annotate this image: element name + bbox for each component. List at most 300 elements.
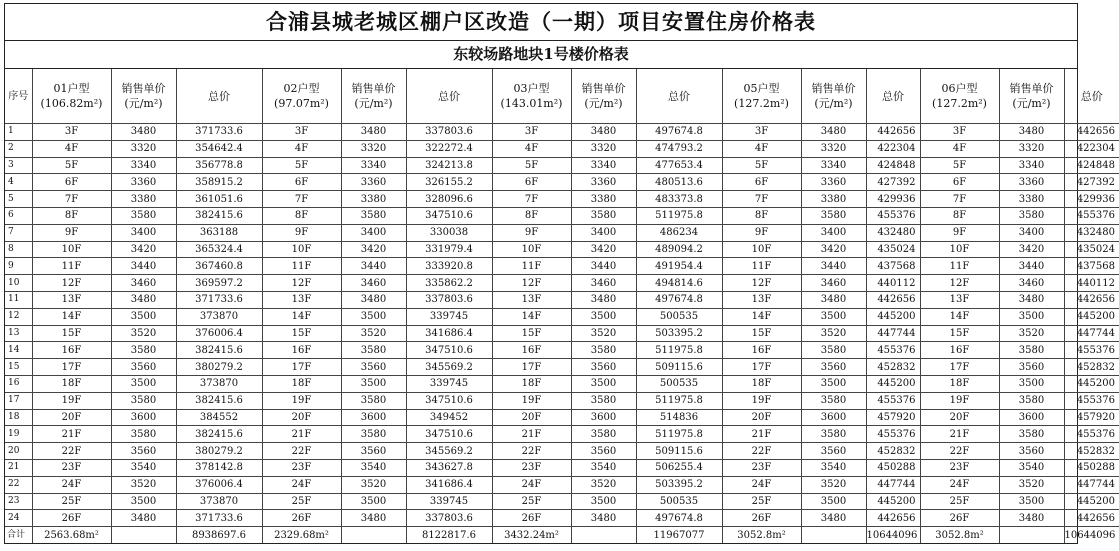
floor-cell: 4F <box>492 140 571 157</box>
total-price-cell: 345569.2 <box>406 443 492 460</box>
total-price-cell: 422304 <box>866 140 920 157</box>
floor-cell: 16F <box>722 342 801 359</box>
header-unit-price <box>111 69 176 124</box>
floor-cell: 12F <box>492 275 571 292</box>
total-price-cell: 514836 <box>636 409 722 426</box>
total-price-cell: 328096.6 <box>406 191 492 208</box>
unit-price-cell: 3600 <box>999 409 1064 426</box>
unit-price-cell: 3460 <box>999 275 1064 292</box>
total-price-cell: 455376 <box>1064 342 1119 359</box>
total-price-cell: 376006.4 <box>176 325 262 342</box>
floor-cell: 6F <box>920 174 999 191</box>
unit-price-cell: 3580 <box>341 207 406 224</box>
total-price-cell: 445200 <box>1064 375 1119 392</box>
floor-cell: 14F <box>920 308 999 325</box>
total-price-cell: 509115.6 <box>636 359 722 376</box>
unit-price-label: 销售单价 <box>121 82 166 95</box>
row-index: 18 <box>5 409 32 426</box>
row-index: 5 <box>5 191 32 208</box>
unit-price-cell: 3480 <box>341 291 406 308</box>
unit-type-name: 03户型 <box>513 82 550 95</box>
table-row <box>5 493 1119 510</box>
floor-cell: 24F <box>722 476 801 493</box>
row-index: 1 <box>5 124 32 141</box>
unit-price-cell: 3460 <box>571 275 636 292</box>
total-price-cell: 503395.2 <box>636 476 722 493</box>
unit-price-cell: 3520 <box>341 325 406 342</box>
total-price-cell: 511975.8 <box>636 426 722 443</box>
floor-cell: 6F <box>492 174 571 191</box>
unit-price-cell: 3560 <box>111 443 176 460</box>
summary-total: 10644096 <box>1064 527 1119 543</box>
total-price-cell: 337803.6 <box>406 510 492 527</box>
unit-price-cell: 3420 <box>999 241 1064 258</box>
unit-price-cell: 3560 <box>571 359 636 376</box>
header-unit-type <box>920 69 999 124</box>
row-index: 23 <box>5 493 32 510</box>
unit-price-cell: 3440 <box>111 258 176 275</box>
table-row <box>5 375 1119 392</box>
total-price-cell: 367460.8 <box>176 258 262 275</box>
header-total-price: 总价 <box>866 69 920 124</box>
floor-cell: 11F <box>492 258 571 275</box>
unit-price-cell: 3420 <box>571 241 636 258</box>
unit-price-unit: (元/m²) <box>584 97 623 110</box>
floor-cell: 10F <box>920 241 999 258</box>
floor-cell: 10F <box>492 241 571 258</box>
total-price-cell: 500535 <box>636 493 722 510</box>
summary-row <box>5 527 1119 543</box>
unit-price-unit: (元/m²) <box>124 97 163 110</box>
total-price-cell: 333920.8 <box>406 258 492 275</box>
total-price-cell: 343627.8 <box>406 459 492 476</box>
total-price-cell: 447744 <box>1064 476 1119 493</box>
unit-price-cell: 3500 <box>341 308 406 325</box>
total-price-cell: 376006.4 <box>176 476 262 493</box>
total-price-cell: 365324.4 <box>176 241 262 258</box>
total-price-cell: 361051.6 <box>176 191 262 208</box>
table-row <box>5 191 1119 208</box>
floor-cell: 4F <box>262 140 341 157</box>
unit-price-cell: 3340 <box>111 157 176 174</box>
floor-cell: 10F <box>262 241 341 258</box>
summary-total: 8938697.6 <box>176 527 262 543</box>
row-index: 24 <box>5 510 32 527</box>
floor-cell: 17F <box>722 359 801 376</box>
floor-cell: 11F <box>722 258 801 275</box>
floor-cell: 13F <box>920 291 999 308</box>
total-price-cell: 442656 <box>866 510 920 527</box>
floor-cell: 3F <box>492 124 571 141</box>
unit-price-cell: 3340 <box>801 157 866 174</box>
total-price-cell: 384552 <box>176 409 262 426</box>
unit-price-cell: 3460 <box>341 275 406 292</box>
floor-cell: 15F <box>920 325 999 342</box>
total-price-cell: 445200 <box>866 308 920 325</box>
floor-cell: 18F <box>492 375 571 392</box>
unit-price-cell: 3380 <box>571 191 636 208</box>
total-price-cell: 455376 <box>1064 426 1119 443</box>
table-row <box>5 241 1119 258</box>
unit-price-cell: 3480 <box>999 510 1064 527</box>
row-index: 13 <box>5 325 32 342</box>
unit-price-cell: 3320 <box>111 140 176 157</box>
floor-cell: 13F <box>492 291 571 308</box>
unit-price-cell: 3460 <box>111 275 176 292</box>
floor-cell: 4F <box>722 140 801 157</box>
total-price-cell: 354642.4 <box>176 140 262 157</box>
floor-cell: 21F <box>920 426 999 443</box>
total-price-cell: 432480 <box>866 224 920 241</box>
header-total-price: 总价 <box>636 69 722 124</box>
total-price-cell: 491954.4 <box>636 258 722 275</box>
total-price-cell: 455376 <box>1064 392 1119 409</box>
floor-cell: 15F <box>492 325 571 342</box>
unit-price-cell: 3420 <box>801 241 866 258</box>
floor-cell: 9F <box>492 224 571 241</box>
unit-price-cell: 3500 <box>111 493 176 510</box>
unit-price-cell: 3480 <box>341 124 406 141</box>
summary-area: 3432.24m² <box>492 527 571 543</box>
floor-cell: 20F <box>262 409 341 426</box>
row-index: 9 <box>5 258 32 275</box>
floor-cell: 18F <box>920 375 999 392</box>
total-price-cell: 455376 <box>866 207 920 224</box>
floor-cell: 20F <box>920 409 999 426</box>
unit-price-cell: 3500 <box>571 375 636 392</box>
unit-price-cell: 3320 <box>801 140 866 157</box>
unit-price-cell: 3580 <box>341 426 406 443</box>
unit-price-cell: 3500 <box>801 308 866 325</box>
price-table <box>5 69 1119 543</box>
unit-price-cell: 3580 <box>341 342 406 359</box>
floor-cell: 19F <box>492 392 571 409</box>
total-price-cell: 500535 <box>636 308 722 325</box>
unit-price-cell: 3540 <box>801 459 866 476</box>
unit-price-cell: 3580 <box>571 392 636 409</box>
unit-price-cell: 3480 <box>571 291 636 308</box>
floor-cell: 17F <box>32 359 111 376</box>
unit-price-cell: 3480 <box>999 291 1064 308</box>
floor-cell: 6F <box>32 174 111 191</box>
floor-cell: 14F <box>492 308 571 325</box>
total-price-cell: 429936 <box>866 191 920 208</box>
unit-price-label: 销售单价 <box>581 82 626 95</box>
total-price-cell: 427392 <box>866 174 920 191</box>
row-index: 16 <box>5 375 32 392</box>
unit-price-cell: 3520 <box>571 476 636 493</box>
table-row <box>5 174 1119 191</box>
floor-cell: 23F <box>722 459 801 476</box>
floor-cell: 3F <box>920 124 999 141</box>
total-price-cell: 455376 <box>866 342 920 359</box>
unit-price-cell: 3520 <box>801 476 866 493</box>
total-price-cell: 378142.8 <box>176 459 262 476</box>
floor-cell: 16F <box>32 342 111 359</box>
floor-cell: 8F <box>492 207 571 224</box>
row-index: 8 <box>5 241 32 258</box>
unit-price-unit: (元/m²) <box>814 97 853 110</box>
unit-price-cell: 3480 <box>571 510 636 527</box>
summary-area: 3052.8m² <box>722 527 801 543</box>
total-price-cell: 371733.6 <box>176 291 262 308</box>
header-unit-type <box>32 69 111 124</box>
unit-price-cell: 3520 <box>801 325 866 342</box>
total-price-cell: 497674.8 <box>636 124 722 141</box>
floor-cell: 15F <box>32 325 111 342</box>
total-price-cell: 322272.4 <box>406 140 492 157</box>
total-price-cell: 511975.8 <box>636 392 722 409</box>
floor-cell: 24F <box>262 476 341 493</box>
table-row <box>5 392 1119 409</box>
floor-cell: 22F <box>722 443 801 460</box>
floor-cell: 9F <box>262 224 341 241</box>
unit-price-cell: 3580 <box>999 426 1064 443</box>
floor-cell: 24F <box>920 476 999 493</box>
total-price-cell: 330038 <box>406 224 492 241</box>
total-price-cell: 373870 <box>176 493 262 510</box>
header-index: 序号 <box>5 69 32 124</box>
total-price-cell: 345569.2 <box>406 359 492 376</box>
unit-price-cell: 3560 <box>341 443 406 460</box>
summary-empty <box>571 527 636 543</box>
unit-price-cell: 3400 <box>111 224 176 241</box>
table-row <box>5 308 1119 325</box>
floor-cell: 8F <box>920 207 999 224</box>
table-row <box>5 443 1119 460</box>
table-row <box>5 459 1119 476</box>
unit-price-unit: (元/m²) <box>354 97 393 110</box>
unit-price-cell: 3560 <box>801 359 866 376</box>
row-index: 3 <box>5 157 32 174</box>
total-price-cell: 450288 <box>1064 459 1119 476</box>
unit-price-cell: 3500 <box>999 308 1064 325</box>
floor-cell: 11F <box>32 258 111 275</box>
unit-price-cell: 3580 <box>571 426 636 443</box>
unit-price-cell: 3520 <box>341 476 406 493</box>
floor-cell: 26F <box>492 510 571 527</box>
unit-price-cell: 3600 <box>111 409 176 426</box>
total-price-cell: 477653.4 <box>636 157 722 174</box>
unit-price-cell: 3500 <box>111 308 176 325</box>
floor-cell: 15F <box>722 325 801 342</box>
header-unit-price <box>571 69 636 124</box>
total-price-cell: 452832 <box>866 359 920 376</box>
floor-cell: 20F <box>32 409 111 426</box>
total-price-cell: 432480 <box>1064 224 1119 241</box>
total-price-cell: 347510.6 <box>406 342 492 359</box>
row-index: 21 <box>5 459 32 476</box>
floor-cell: 23F <box>262 459 341 476</box>
total-price-cell: 437568 <box>866 258 920 275</box>
floor-cell: 12F <box>32 275 111 292</box>
header-unit-price <box>341 69 406 124</box>
unit-price-cell: 3320 <box>571 140 636 157</box>
floor-cell: 7F <box>920 191 999 208</box>
unit-price-cell: 3500 <box>801 375 866 392</box>
total-price-cell: 489094.2 <box>636 241 722 258</box>
floor-cell: 26F <box>32 510 111 527</box>
header-unit-type <box>492 69 571 124</box>
unit-price-cell: 3480 <box>801 291 866 308</box>
total-price-cell: 371733.6 <box>176 510 262 527</box>
total-price-cell: 500535 <box>636 375 722 392</box>
floor-cell: 8F <box>32 207 111 224</box>
table-row <box>5 207 1119 224</box>
total-price-cell: 429936 <box>1064 191 1119 208</box>
summary-label: 合计 <box>5 527 32 543</box>
unit-price-cell: 3380 <box>341 191 406 208</box>
unit-price-cell: 3580 <box>571 342 636 359</box>
unit-type-name: 02户型 <box>283 82 320 95</box>
unit-price-cell: 3360 <box>341 174 406 191</box>
total-price-cell: 371733.6 <box>176 124 262 141</box>
unit-price-cell: 3500 <box>111 375 176 392</box>
unit-price-cell: 3540 <box>571 459 636 476</box>
unit-price-cell: 3480 <box>801 124 866 141</box>
unit-price-cell: 3500 <box>341 375 406 392</box>
floor-cell: 5F <box>32 157 111 174</box>
row-index: 10 <box>5 275 32 292</box>
unit-price-unit: (元/m²) <box>1012 97 1051 110</box>
floor-cell: 11F <box>262 258 341 275</box>
unit-price-cell: 3580 <box>999 207 1064 224</box>
unit-price-cell: 3340 <box>571 157 636 174</box>
unit-price-cell: 3360 <box>571 174 636 191</box>
floor-cell: 5F <box>722 157 801 174</box>
total-price-cell: 511975.8 <box>636 342 722 359</box>
total-price-cell: 445200 <box>1064 308 1119 325</box>
total-price-cell: 358915.2 <box>176 174 262 191</box>
total-price-cell: 382415.6 <box>176 392 262 409</box>
unit-price-cell: 3600 <box>801 409 866 426</box>
summary-empty <box>111 527 176 543</box>
total-price-cell: 455376 <box>866 392 920 409</box>
floor-cell: 19F <box>262 392 341 409</box>
floor-cell: 5F <box>492 157 571 174</box>
floor-cell: 8F <box>262 207 341 224</box>
summary-area: 2329.68m² <box>262 527 341 543</box>
total-price-cell: 503395.2 <box>636 325 722 342</box>
total-price-cell: 347510.6 <box>406 207 492 224</box>
table-row <box>5 224 1119 241</box>
total-price-cell: 380279.2 <box>176 359 262 376</box>
unit-price-cell: 3460 <box>801 275 866 292</box>
unit-price-cell: 3580 <box>341 392 406 409</box>
unit-price-cell: 3500 <box>999 493 1064 510</box>
table-row <box>5 342 1119 359</box>
total-price-cell: 339745 <box>406 493 492 510</box>
floor-cell: 23F <box>32 459 111 476</box>
floor-cell: 25F <box>262 493 341 510</box>
unit-price-cell: 3340 <box>999 157 1064 174</box>
unit-price-cell: 3540 <box>341 459 406 476</box>
unit-price-cell: 3420 <box>341 241 406 258</box>
unit-price-cell: 3580 <box>801 392 866 409</box>
total-price-cell: 450288 <box>866 459 920 476</box>
total-price-cell: 457920 <box>1064 409 1119 426</box>
floor-cell: 23F <box>920 459 999 476</box>
total-price-cell: 326155.2 <box>406 174 492 191</box>
unit-price-cell: 3600 <box>571 409 636 426</box>
total-price-cell: 341686.4 <box>406 325 492 342</box>
floor-cell: 12F <box>722 275 801 292</box>
document-title: 合浦县城老城区棚户区改造（一期）项目安置住房价格表 <box>5 4 1077 41</box>
floor-cell: 21F <box>492 426 571 443</box>
floor-cell: 9F <box>32 224 111 241</box>
total-price-cell: 363188 <box>176 224 262 241</box>
table-row <box>5 140 1119 157</box>
total-price-cell: 486234 <box>636 224 722 241</box>
unit-price-cell: 3560 <box>111 359 176 376</box>
row-index: 17 <box>5 392 32 409</box>
total-price-cell: 442656 <box>1064 124 1119 141</box>
floor-cell: 26F <box>262 510 341 527</box>
total-price-cell: 445200 <box>866 493 920 510</box>
floor-cell: 17F <box>492 359 571 376</box>
summary-empty <box>341 527 406 543</box>
total-price-cell: 447744 <box>866 325 920 342</box>
total-price-cell: 457920 <box>866 409 920 426</box>
floor-cell: 25F <box>492 493 571 510</box>
row-index: 4 <box>5 174 32 191</box>
unit-price-cell: 3520 <box>999 476 1064 493</box>
floor-cell: 18F <box>722 375 801 392</box>
table-body <box>5 124 1119 543</box>
row-index: 15 <box>5 359 32 376</box>
total-price-cell: 455376 <box>866 426 920 443</box>
total-price-cell: 424848 <box>1064 157 1119 174</box>
floor-cell: 25F <box>920 493 999 510</box>
row-index: 2 <box>5 140 32 157</box>
floor-cell: 12F <box>920 275 999 292</box>
floor-cell: 25F <box>722 493 801 510</box>
unit-price-cell: 3380 <box>801 191 866 208</box>
header-total-price: 总价 <box>176 69 262 124</box>
price-sheet <box>4 3 1116 544</box>
floor-cell: 22F <box>262 443 341 460</box>
unit-price-cell: 3480 <box>111 510 176 527</box>
row-index: 6 <box>5 207 32 224</box>
unit-price-cell: 3400 <box>801 224 866 241</box>
total-price-cell: 373870 <box>176 375 262 392</box>
table-row <box>5 275 1119 292</box>
floor-cell: 7F <box>722 191 801 208</box>
table-row <box>5 291 1119 308</box>
unit-price-cell: 3500 <box>341 493 406 510</box>
floor-cell: 10F <box>32 241 111 258</box>
total-price-cell: 511975.8 <box>636 207 722 224</box>
total-price-cell: 349452 <box>406 409 492 426</box>
total-price-cell: 442656 <box>1064 291 1119 308</box>
unit-price-label: 销售单价 <box>811 82 856 95</box>
total-price-cell: 422304 <box>1064 140 1119 157</box>
floor-cell: 16F <box>262 342 341 359</box>
header-total-price: 总价 <box>406 69 492 124</box>
unit-price-cell: 3580 <box>571 207 636 224</box>
total-price-cell: 440112 <box>1064 275 1119 292</box>
floor-cell: 18F <box>32 375 111 392</box>
total-price-cell: 445200 <box>866 375 920 392</box>
floor-cell: 16F <box>920 342 999 359</box>
floor-cell: 26F <box>920 510 999 527</box>
total-price-cell: 480513.6 <box>636 174 722 191</box>
floor-cell: 8F <box>722 207 801 224</box>
total-price-cell: 445200 <box>1064 493 1119 510</box>
unit-price-cell: 3520 <box>999 325 1064 342</box>
floor-cell: 18F <box>262 375 341 392</box>
summary-total: 11967077 <box>636 527 722 543</box>
